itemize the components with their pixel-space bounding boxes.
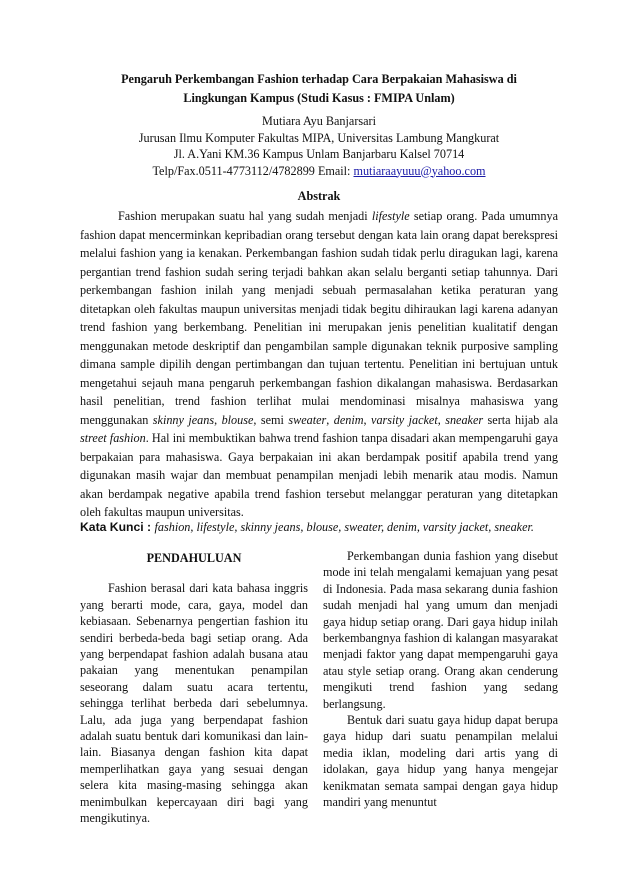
author-affiliation: Jurusan Ilmu Komputer Fakultas MIPA, Universitas Lambung Mangkurat bbox=[138, 130, 500, 145]
paper-title bbox=[80, 70, 558, 108]
keywords-label: Kata Kunci : bbox=[80, 520, 155, 534]
abstract-text: , bbox=[363, 412, 372, 427]
abstract-italic-term: sneaker bbox=[445, 412, 484, 427]
abstract-paragraph bbox=[80, 207, 558, 522]
abstract-text: , bbox=[326, 412, 334, 427]
intro-paragraph-left: Fashion berasal dari kata bahasa inggris yang berarti mode, cara, gaya, model dan kebiasaan. Sebenarnya pengertian fashion itu sendiri berbeda-beda bagi setiap orang. Ada yang berpendapat fashion adalah busana atau pakaian yang menentukan penampilan seseorang dalam suatu acara tertentu, sehingga terlihat berbeda dari sebelumnya. Lalu, ada juga yang berpendapat fashion adalah suatu bentuk dari komunikasi dan lain-lain. Biasanya dengan fashion kita dapat memperlihatkan gaya yang sesuai dengan selera kita masing-masing sehingga akan menimbulkan kepercayaan diri bagi yang mengikutinya. bbox=[80, 581, 308, 826]
abstract-text: . Hal ini membuktikan bahwa trend fashion tanpa disadari akan mempengaruhi gaya berpakaian para mahasiswa. Gaya berpakaian ini akan berdampak positif apabila trend yang digunakan masih wajar dan membuat penampilan menjadi lebih menarik atau modis. Namun akan berdampak negative apabila trend fashion tersebut melanggar peraturan yang ditetapkan oleh fakultas maupun universitas. bbox=[80, 431, 559, 519]
abstract-body bbox=[80, 207, 558, 522]
intro-paragraph-right-2: Bentuk dari suatu gaya hidup dapat berupa gaya hidup dari suatu penampilan melalui media iklan, modeling dari artis yang di idolakan, gaya hidup yang hanya mengejar kenikmatan semata sampai dengan gaya hidup mandiri yang menuntut bbox=[323, 713, 558, 810]
left-column bbox=[80, 550, 308, 827]
abstract-text: setiap orang. Pada umumnya fashion dapat mencerminkan kepribadian orang tersebut dengan kata lain orang dapat berekspresi melalui fashion yang ia kenakan. Perkembangan fashion sudah tidak perlu diragukan lagi, karena pergantian trend fashion sudah sering terjadi bahkan akan selalu berganti setiap tahunnya. Dari perkembangan fashion inilah yang menjadi sebuah permasalahan ketika peraturan yang ditetapkan oleh fakultas maupun universitas menjadi tidak begitu dihiraukan lagi karena adanyan trend fashion yang berkembang. Penelitian ini merupakan jenis penelitian kualitatif dengan menggunakan metode deskriptif dan pengambilan sample digunakan teknik purposive sampling dimana sample dipilih dengan pertimbangan dan tujuan tertentu. Penelitian ini bertujuan untuk mengetahui sejauh mana pengaruh perkembangan fashion dikalangan mahasiswa. Berdasarkan hasil penelitian, trend fashion terlihat mulai mendominasi misalnya mahasiswa yang menggunakan bbox=[80, 209, 558, 427]
abstract-italic-term: blouse bbox=[221, 412, 254, 427]
intro-paragraph-right-1: Perkembangan dunia fashion yang disebut mode ini telah mengalami kemajuan yang pesat di Indonesia. Pada masa sekarang dunia fashion sudah menjadi hal yang umum dan menjadi gaya hidup setiap orang. Dari gaya hidup inilah berkembangnya fashion di kalangan masyarakat menjadi faktor yang dapat mempengaruhi gaya atau style setiap orang. Orang akan cenderung mengikuti trend fashion yang sedang berlangsung. bbox=[323, 549, 558, 711]
author-block bbox=[60, 113, 578, 179]
title-line-2: Lingkungan Kampus (Studi Kasus : FMIPA Unlam) bbox=[183, 91, 455, 105]
contact-prefix: Telp/Fax.0511-4773112/4782899 Email: bbox=[152, 163, 354, 178]
abstract-text: Fashion merupakan suatu hal yang sudah menjadi bbox=[118, 209, 372, 223]
abstract-italic-term: denim bbox=[333, 412, 364, 427]
abstract-italic-term: varsity jacket bbox=[371, 412, 438, 427]
abstract-text: serta hijab ala bbox=[483, 412, 558, 427]
keywords bbox=[80, 519, 558, 535]
author-contact bbox=[60, 163, 578, 180]
abstract-italic-term: street fashion bbox=[80, 431, 146, 445]
abstract-italic-term: lifestyle bbox=[371, 209, 410, 223]
title-line-1: Pengaruh Perkembangan Fashion terhadap Cara Berpakaian Mahasiswa di bbox=[121, 72, 517, 86]
abstract-heading: Abstrak bbox=[297, 189, 341, 203]
abstract-italic-term: sweater bbox=[288, 412, 327, 427]
abstract-text: , bbox=[437, 412, 446, 427]
author-address: Jl. A.Yani KM.36 Kampus Unlam Banjarbaru Kalsel 70714 bbox=[173, 147, 465, 161]
section-heading-introduction: PENDAHULUAN bbox=[146, 551, 242, 565]
right-column bbox=[323, 548, 558, 811]
author-name: Mutiara Ayu Banjarsari bbox=[262, 114, 376, 128]
email-link[interactable]: mutiaraayuuu@yahoo.com bbox=[353, 163, 486, 178]
keywords-text: fashion, lifestyle, skinny jeans, blouse, sweater, denim, varsity jacket, sneaker. bbox=[154, 520, 534, 534]
abstract-text: , bbox=[214, 412, 222, 427]
abstract-text: , semi bbox=[253, 412, 289, 427]
abstract-italic-term: skinny jeans bbox=[152, 412, 215, 427]
